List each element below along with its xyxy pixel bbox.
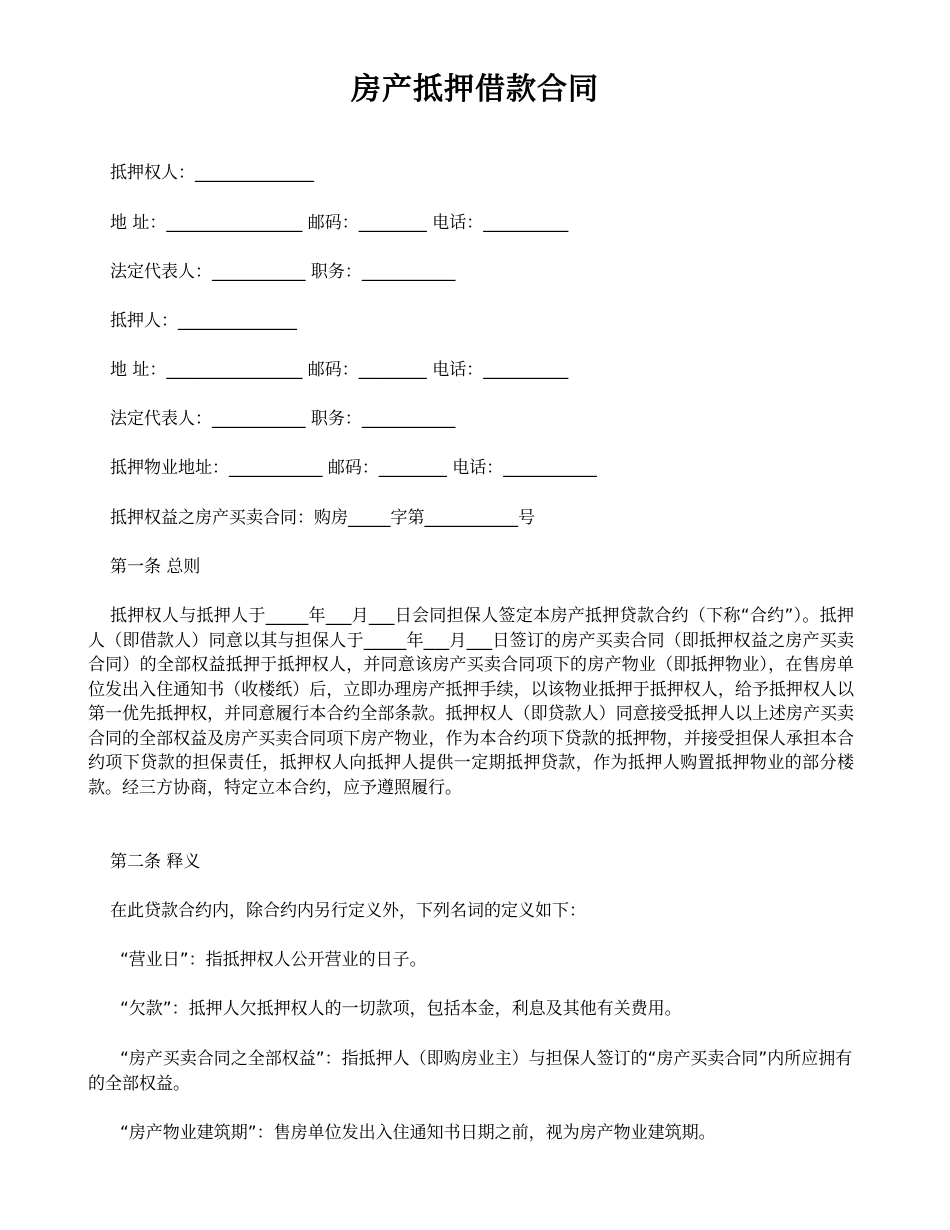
page-title: 房产抵押借款合同 [351, 72, 599, 107]
mortgagor-name-line: 抵押人：______________ [110, 311, 297, 331]
mortgagee-representative-line: 法定代表人：___________ 职务：___________ [110, 262, 456, 282]
mortgagee-name-line: 抵押权人：______________ [110, 163, 314, 183]
mortgagee-address-line: 地 址：________________ 邮码：________ 电话：__________ [110, 213, 569, 233]
article-2-intro: 在此贷款合约内，除合约内另行定义外，下列名词的定义如下： [110, 901, 586, 921]
definition-contract-rights: “房产买卖合同之全部权益”：指抵押人（即购房业主）与担保人签订的“房产买卖合同”内所应拥有的全部权益。 [88, 1049, 853, 1094]
article-1-body: 抵押权人与抵押人于_____年___月___日会同担保人签定本房产抵押贷款合约（下称“合约”）。抵押人（即借款人）同意以其与担保人于_____年___月___日签订的房产买卖合同（即抵押权益之房产买卖合同）的全部权益抵押于抵押权人，并同意该房产买卖合同项下的房产物业（即抵押物业），在售房单位发出入住通知书（收楼纸）后，立即办理房产抵押手续，以该物业抵押于抵押权人，给予抵押权人以第一优先抵押权，并同意履行本合约全部条款。抵押权人（即贷款人）同意接受抵押人以上述房产买卖合同的全部权益及房产买卖合同项下房产物业，作为本合约项下贷款的抵押物，并接受担保人承担本合约项下贷款的担保责任，抵押权人向抵押人提供一定期抵押贷款，作为抵押人购置抵押物业的部分楼款。经三方协商，特定立本合约，应予遵照履行。 [88, 606, 854, 798]
article-2-heading: 第二条 释义 [110, 852, 201, 872]
mortgagor-address-line: 地 址：________________ 邮码：________ 电话：__________ [110, 360, 569, 380]
definition-business-day: “营业日”：指抵押权人公开营业的日子。 [120, 950, 427, 970]
mortgagor-representative-line: 法定代表人：___________ 职务：___________ [110, 409, 456, 429]
purchase-contract-line: 抵押权益之房产买卖合同：购房_____字第___________号 [110, 508, 535, 528]
definition-debt: “欠款”：抵押人欠抵押权人的一切款项，包括本金，利息及其他有关费用。 [120, 999, 682, 1019]
definition-construction-period: “房产物业建筑期”：售房单位发出入住通知书日期之前，视为房产物业建筑期。 [120, 1123, 716, 1143]
property-address-line: 抵押物业地址：___________ 邮码：________ 电话：___________ [110, 458, 597, 478]
article-1-heading: 第一条 总则 [110, 557, 201, 577]
